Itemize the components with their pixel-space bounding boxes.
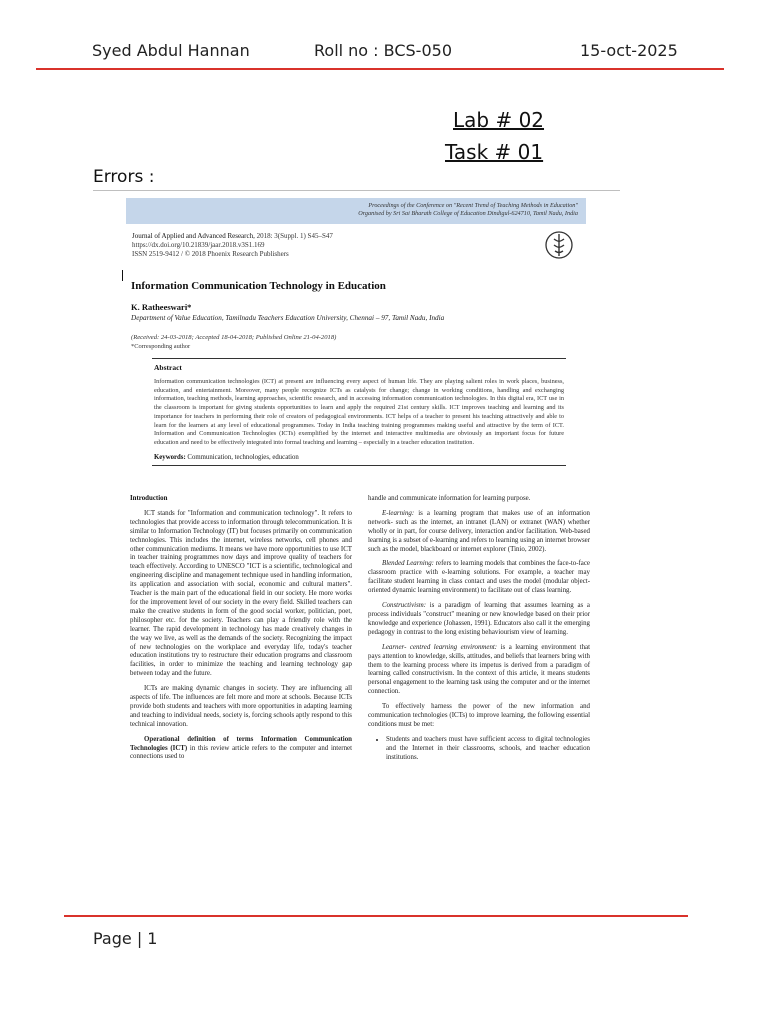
- roll-number: Roll no : BCS-050: [314, 41, 452, 60]
- constructivism-paragraph: [368, 602, 590, 638]
- section-rule: [93, 190, 620, 191]
- corresponding-author-note: *Corresponding author: [131, 343, 191, 350]
- footer-divider: [64, 915, 688, 917]
- list-item: • Students and teachers must have sufficient access to digital technologies and the Internet in their classrooms, schools, and teacher education institutions.: [386, 736, 590, 763]
- journal-issn: ISSN 2519-9412 / © 2018 Phoenix Research Publishers: [132, 250, 289, 258]
- journal-doi: https://dx.doi.org/10.21839/jaar.2018.v3S1.169: [132, 241, 265, 249]
- left-column: [130, 495, 352, 768]
- right-column: [368, 495, 590, 767]
- learner-text: is a learning environment that pays attention to knowledge, skills, attitudes, and beliefs that learners bring with them to the learning process where its impetus is derived from a paradigm of learning called constructivism. In the context of this article, it means students personal engagement to the learning task using the computer and or the internet connection.: [368, 643, 590, 696]
- blended-paragraph: [368, 560, 590, 596]
- received-dates: (Received: 24-03-2018; Accepted 18-04-2018; Published Online 21-04-2018): [131, 334, 337, 341]
- keywords-line: [154, 454, 566, 461]
- conference-banner: [126, 198, 586, 224]
- constructivism-text: is a paradigm of learning that assumes learning as a process individuals "construct" meaning or new knowledge based on their prior knowledge and experience (Johassen, 1991). Educators also call it the emerging pedagogy in contrast to the long existing behaviourism view of learning.: [368, 602, 590, 636]
- page-number: Page | 1: [93, 929, 158, 948]
- publisher-logo-icon: [544, 230, 574, 260]
- keywords-label: Keywords:: [154, 453, 186, 461]
- intro-heading: Introduction: [130, 495, 168, 502]
- abstract-text: Information communication technologies (ICT) at present are influencing every aspect of human life. They are playing salient roles in work places, business, education, and entertainment. Moreover, many people recognize ICTs as catalysts for change; change in working conditions, handling and exchanging information, teaching methods, learning approaches, scientific research, and in accessing information communication technologies. In this digital era, ICT use in the classroom is important for giving students opportunities to learn and apply the required 21st century skills. ICT improves teaching and learning and its importance for teachers in performing their role of creators of pedagogical environments. ICT helps of a teacher to present his teaching attractively and able to learn for the learners at any level of educational programmes. Today in India teaching training programmes making useful and attractive by the term of ICT. Information and Communication Technologies (ICTs) exemplified by the internet and interactive multimedia are obviously an important focus for future education and need to be effectively integrated into formal teaching and learning – especially in a teacher education institution.: [154, 378, 564, 446]
- paper-image: [126, 198, 596, 858]
- conditions-list: [386, 736, 590, 763]
- paper-author: K. Ratheeswari*: [131, 302, 192, 312]
- learner-label: Learner- centred learning environment:: [382, 643, 498, 651]
- journal-info: [132, 232, 333, 259]
- abstract-box: [152, 358, 566, 466]
- operational-definition-text: in this review article refers to the computer and internet connections used to: [130, 744, 352, 761]
- constructivism-label: Constructivism:: [382, 602, 427, 610]
- task-title: Task # 01: [445, 140, 544, 164]
- conference-line-1: Proceedings of the Conference on "Recent Trend of Teaching Methods in Education": [368, 202, 578, 209]
- journal-name: Journal of Applied and Advanced Research,: [132, 232, 255, 240]
- elearning-paragraph: [368, 510, 590, 555]
- journal-issue: 2018: 3(Suppl. 1) S45–S47: [254, 232, 333, 240]
- right-paragraph-0: handle and communicate information for learning purpose.: [368, 495, 531, 502]
- conditions-paragraph: To effectively harness the power of the new information and communication technologies (ICTs) to improve learning, the following essential conditions must be met:: [368, 703, 590, 728]
- intro-paragraph-3: [130, 736, 352, 763]
- intro-paragraph-1: ICT stands for "Information and communication technology". It refers to technologies that provide access to information through telecommunication. It is similar to Information Technology (IT) but focuses primarily on communication technologies. This includes the internet, wireless networks, cell phones and other communication mediums. It means we have more opportunities to use ICT in teacher training programmes now days and improve quality of teachers for teach effectively. According to UNESCO "ICT is a scientific, technological and engineering discipline and management technique used in handling information, its application and association with social, economic and cultural matters". Teacher is the main part of the educational field in our society. He more works for the improvement level of our society in the every field. Skilled teachers can make the creative students in form of the good social worker, politician, poet, philosopher etc. for the society. Teachers can play a friendly role with the learner. The rapid development in technology has made creatively changes in the way we live, as well as the demands of the society. Recognizing the impact of new technologies on the workplace and everyday life, today's teacher education institutions try to restructure their education programs and classroom facilities, in order to minimize the teaching and learning technology gap between today and the future.: [130, 509, 352, 678]
- conference-line-2: Organised by Sri Sai Bharath College of Education Dindigul-624710, Tamil Nadu, India: [358, 210, 578, 217]
- abstract-heading: Abstract: [154, 363, 182, 372]
- author-department: Department of Value Education, Tamilnadu Teachers Education University, Chennai – 97, Tamil Nadu, India: [131, 314, 445, 322]
- lab-title: Lab # 02: [453, 108, 545, 132]
- blended-label: Blended Learning:: [382, 560, 434, 568]
- keywords-text: Communication, technologies, education: [185, 453, 299, 461]
- blended-text: refers to learning models that combines the face-to-face classroom practice with e-learning solutions. For example, a teacher may facilitate student learning in class contact and uses the model (modular object-oriented dynamic learning environment) to facilitate out of class learning.: [368, 560, 590, 595]
- paper-title: Information Communication Technology in Education: [131, 280, 386, 292]
- operational-definition-label: Operational definition of terms Information Communication Technologies (ICT): [130, 735, 352, 752]
- intro-paragraph-2: ICTs are making dynamic changes in society. They are influencing all aspects of life. The influences are felt more and more at schools. Because ICTs provide both students and teachers with more opportunities in adapting learning and teaching to individual needs, society is, forcing schools aptly respond to this technical innovation.: [130, 685, 352, 728]
- student-name: Syed Abdul Hannan: [92, 41, 250, 60]
- header-divider: [36, 68, 724, 70]
- elearning-text: is a learning program that makes use of an information network- such as the internet, an intranet (LAN) or extranet (WAN) whether wholly or in part, for course delivery, interaction and/or facilitation. Web-based learning is a subset of e-learning and refers to learning using an internet browser such as the model, blackboard or internet explorer (Tinio, 2002).: [368, 509, 590, 553]
- learner-paragraph: [368, 644, 590, 697]
- errors-heading: Errors :: [93, 167, 155, 187]
- date-text: 15-oct-2025: [580, 41, 678, 60]
- elearning-label: E-learning:: [382, 509, 415, 517]
- text-cursor: [122, 270, 123, 281]
